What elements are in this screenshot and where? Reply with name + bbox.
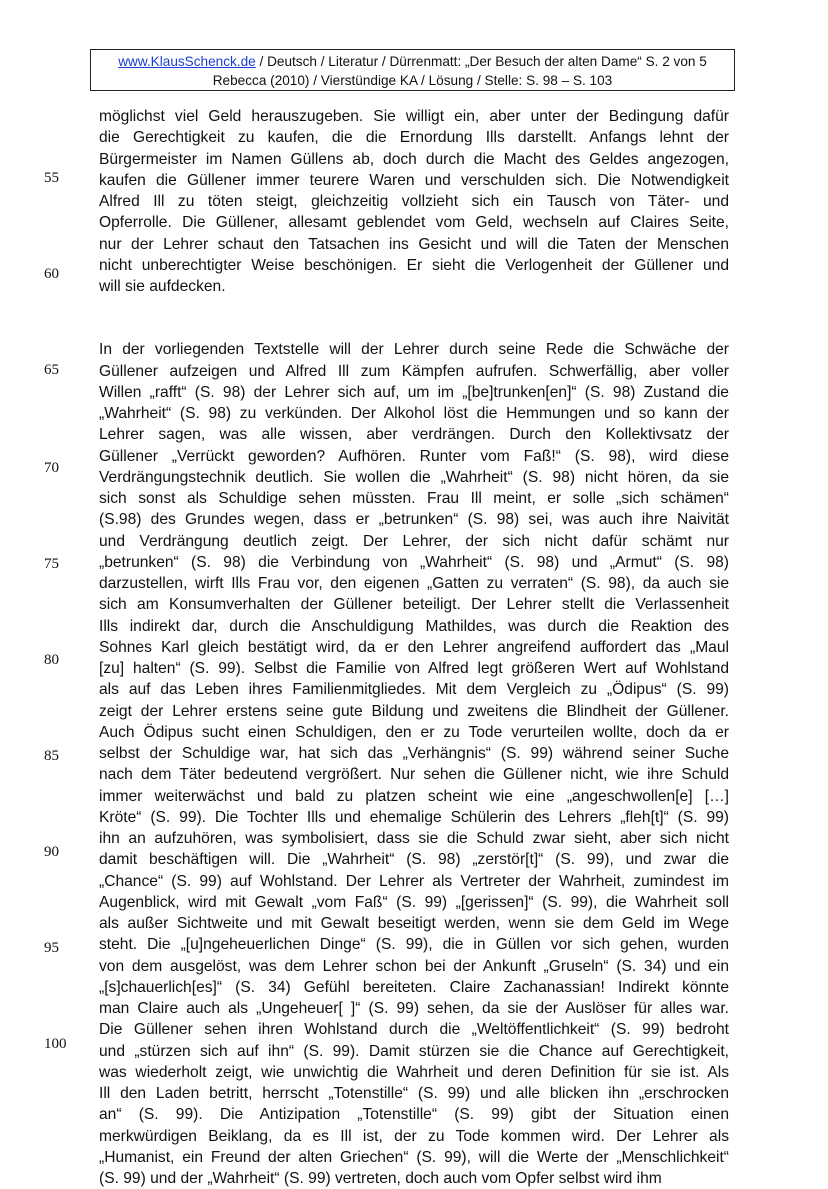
- text-line: Opferrolle. Die Güllener, allesamt geblendet vom Geld, wechseln auf Claires Seite,: [99, 214, 729, 232]
- text-line: „betrunken“ (S. 98) die Verbindung von „Wahrheit“ (S. 98) und „Armut“ (S. 98): [99, 553, 729, 571]
- text-line: will sie aufdecken.: [99, 278, 226, 295]
- text-line: sich sonst als Schuldige sehen müssten. Frau Ill meint, er solle „sich schämen“: [99, 490, 729, 507]
- paragraph-summary: [99, 106, 729, 297]
- page-header: [90, 49, 735, 91]
- text-line: „Wahrheit“ (S. 98) zu verkünden. Der Alkohol löst die Hemmungen und so kann der: [99, 405, 729, 422]
- line-number: 80: [44, 652, 59, 668]
- text-line: nicht unberechtigter Weise beschönigen. Er sieht die Verlogenheit der Güllener und: [99, 256, 729, 274]
- text-line: Verdrängungstechnik deutlich. Sie wollen die „Wahrheit“ (S. 98) nicht hören, da sie: [99, 468, 729, 486]
- text-line: man Claire auch als „Ungeheuer[ ]“ (S. 99) sehen, da sie der Auslöser für alles war.: [99, 1000, 729, 1017]
- text-line: In der vorliegenden Textstelle will der Lehrer durch seine Rede die Schwäche der: [99, 341, 729, 359]
- text-line: Güllener aufzeigen und Alfred Ill zum Kämpfen aufrufen. Schwerfällig, aber voller: [99, 362, 729, 380]
- line-number: 70: [44, 460, 59, 476]
- line-number: 90: [44, 844, 59, 860]
- text-line: sich am Konsumverhalten der Güllener beteiligt. Der Lehrer stellt die Verlassenheit: [99, 596, 729, 614]
- line-number: 85: [44, 748, 59, 764]
- text-line: damit beschäftigen will. Die „Wahrheit“ (S. 98) „zerstör[t]“ (S. 99), und zwar die: [99, 851, 729, 869]
- text-line: Sohnes Karl gleich bestätigt wird, da er den Lehrer angreifend auffordert das „Maul: [99, 638, 729, 656]
- line-number: 60: [44, 266, 59, 282]
- text-line: „Chance“ (S. 99) auf Wohlstand. Der Lehrer als Vertreter der Wahrheit, zumindest im: [99, 872, 729, 890]
- line-number: 100: [44, 1036, 67, 1052]
- text-line: Augenblick, wird mit Gewalt „vom Faß“ (S. 99) „[gerissen]“ (S. 99), die Wahrheit soll: [99, 893, 729, 911]
- header-line-1: [91, 52, 734, 71]
- text-line: „[s]chauerlich[es]“ (S. 34) Gefühl bereiteten. Claire Zachanassian! Indirekt könnte: [99, 978, 729, 996]
- header-line-2: Rebecca (2010) / Vierstündige KA / Lösung / Stelle: S. 98 – S. 103: [212, 73, 613, 88]
- text-line: darzustellen, wirft Ills Frau vor, den eigenen „Gatten zu verraten“ (S. 98), da auch sie: [99, 575, 729, 592]
- text-line: an“ (S. 99). Die Antizipation „Totenstille“ (S. 99) gibt der Situation einen: [99, 1106, 729, 1124]
- text-line: Ills indirekt dar, durch die Anschuldigung Mathildes, was durch die Reaktion des: [99, 617, 729, 635]
- text-line: Die Güllener sehen ihren Wohlstand durch die „Weltöffentlichkeit“ (S. 99) bedroht: [99, 1021, 729, 1039]
- text-line: Güllener „Verrückt geworden? Aufhören. Runter vom Faß!“ (S. 98), wird diese: [99, 447, 729, 465]
- text-line: (S. 99) und der „Wahrheit“ (S. 99) vertreten, doch auch vom Opfer selbst wird ihm: [99, 1170, 662, 1187]
- text-line: Willen „rafft“ (S. 98) der Lehrer sich auf, um im „[be]trunken[en]“ (S. 98) Zustand die: [99, 383, 729, 401]
- text-line: nach dem Täter bedeutend vergrößert. Nur sehen die Güllener nicht, wie ihre Schuld: [99, 766, 729, 784]
- paragraph-analysis: [99, 339, 729, 1189]
- text-line: zeigt der Lehrer erstens seine gute Bildung und zweitens die Blindheit der Güllener.: [99, 702, 729, 720]
- website-link[interactable]: www.KlausSchenck.de: [118, 54, 256, 69]
- text-line: steht. Die „[u]ngeheuerlichen Dinge“ (S. 99), die in Güllen vor sich gehen, wurden: [99, 936, 729, 954]
- text-line: kaufen die Güllener immer teurere Waren und verschulden sich. Die Notwendigkeit: [99, 171, 729, 189]
- text-line: Kröte“ (S. 99). Die Tochter Ills und ehemalige Schülerin des Lehrers „fleh[t]“ (S. 99): [99, 808, 729, 826]
- text-line: Lehrer sagen, was alle wissen, aber verdrängen. Durch den Kollektivsatz der: [99, 426, 729, 444]
- text-line: merkwürdigen Beiklang, da es Ill ist, der zu Tode kommen wird. Der Lehrer als: [99, 1127, 729, 1145]
- text-line: Ill den Laden betritt, herrscht „Totenstille“ (S. 99) und alle blicken ihn „erschrocken: [99, 1085, 729, 1102]
- text-line: „Humanist, ein Freund der alten Griechen“ (S. 99), will die Werte der „Menschlichkeit“: [99, 1148, 729, 1166]
- text-line: als auf das Leben ihres Familienmitgliedes. Mit dem Vergleich zu „Ödipus“ (S. 99): [99, 681, 729, 699]
- text-line: die Gerechtigkeit zu kaufen, die die Ernordung Ills darstellt. Anfangs lehnt der: [99, 129, 729, 147]
- text-line: möglichst viel Geld herauszugeben. Sie willigt ein, aber unter der Bedingung dafür: [99, 108, 729, 125]
- text-line: immer weiterwächst und bald zu platzen scheint wie eine „angeschwollen[e] […]: [99, 787, 729, 805]
- line-number: 65: [44, 362, 59, 378]
- text-line: Auch Ödipus sucht einen Schuldigen, den er zu Tode verurteilen wollte, doch da er: [99, 723, 729, 741]
- text-line: [zu] halten“ (S. 99). Selbst die Familie von Alfred legt größeren Wert auf Wohlstand: [99, 660, 729, 677]
- line-number: 55: [44, 170, 59, 186]
- line-number: 75: [44, 556, 59, 572]
- text-line: ihn an aufzuhören, was symbolisiert, dass sie die Schuld zwar sieht, aber sich nicht: [99, 830, 729, 847]
- text-line: und Verdrängung deutlich zeigt. Der Lehrer, der sich nicht dafür schämt nur: [99, 532, 729, 550]
- text-line: selbst der Schuldige war, hat sich das „Verhängnis“ (S. 99) während seiner Suche: [99, 745, 729, 762]
- text-line: von dem ausgelöst, was dem Lehrer schon bei der Ankunft „Gruseln“ (S. 34) und ein: [99, 957, 729, 975]
- text-line: als außer Sichtweite und mit Gewalt beseitigt werden, wenn sie dem Geld im Wege: [99, 915, 729, 932]
- text-line: Alfred Ill zu töten steigt, gleichzeitig vollzieht sich ein Tausch von Täter- und: [99, 193, 729, 210]
- text-line: was wiederholt zeigt, wie unwichtig die Wahrheit und deren Definition für sie ist. Als: [99, 1063, 729, 1081]
- text-line: Bürgermeister im Namen Güllens ab, doch durch die Macht des Geldes angezogen,: [99, 150, 729, 168]
- text-line: nur der Lehrer schaut den Tatsachen ins Gesicht und will die Taten der Menschen: [99, 235, 729, 253]
- text-line: und „stürzen sich auf ihn“ (S. 99). Damit stürzen sie die Chance auf Gerechtigkeit,: [99, 1042, 729, 1060]
- header-breadcrumb: / Deutsch / Literatur / Dürrenmatt: „Der Besuch der alten Dame“ S. 2 von 5: [255, 54, 707, 69]
- line-number: 95: [44, 940, 59, 956]
- text-line: (S.98) des Grundes wegen, dass er „betrunken“ (S. 98) sei, was auch ihre Naivität: [99, 511, 729, 529]
- essay-body: [99, 106, 729, 1189]
